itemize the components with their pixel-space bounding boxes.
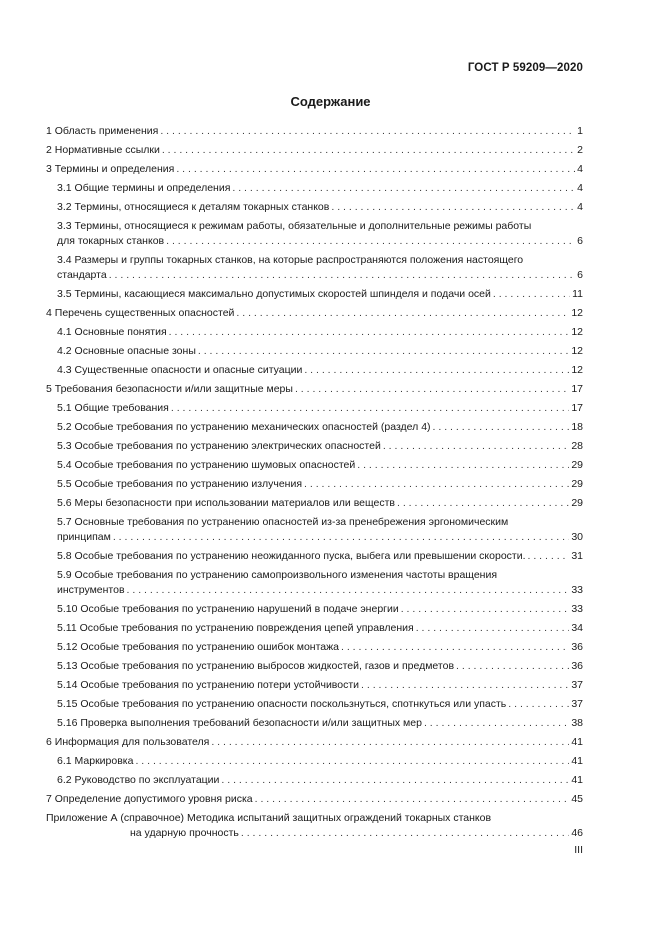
toc-entry-page: 41	[571, 755, 583, 767]
dot-leader	[169, 325, 570, 340]
toc-entry-page: 4	[577, 201, 583, 213]
toc-entry-page: 37	[571, 679, 583, 691]
dot-leader	[109, 268, 575, 283]
dot-leader	[528, 549, 570, 564]
toc-entry-title: Определение допустимого уровня риска	[54, 793, 253, 805]
toc-entry[interactable]	[57, 496, 583, 511]
toc-entry-title-line	[57, 219, 583, 234]
toc-entry-title: Методика испытаний защитных ограждений токарных станков	[186, 812, 492, 824]
toc-entry-title: Основные понятия	[74, 326, 167, 338]
dot-leader	[113, 530, 570, 545]
toc-entry-page: 36	[571, 641, 583, 653]
toc-entry-page: 2	[577, 144, 583, 156]
toc-entry[interactable]	[57, 754, 583, 769]
toc-entry[interactable]	[57, 200, 583, 215]
toc-entry-number: 5.16	[57, 717, 78, 729]
dot-leader	[456, 659, 569, 674]
toc-entry-number: 5.11	[57, 622, 77, 634]
toc-entry[interactable]	[57, 477, 583, 492]
toc-entry-page: 41	[571, 774, 583, 786]
toc-entry-number: 3	[46, 163, 52, 175]
dot-leader	[232, 181, 575, 196]
toc-entry-page: 30	[571, 531, 583, 543]
toc-entry-page: 45	[571, 793, 583, 805]
toc-entry[interactable]	[46, 306, 583, 321]
toc-entry-number: 5.13	[57, 660, 78, 672]
toc-entry[interactable]	[57, 602, 583, 617]
toc-entry-number: 2	[46, 144, 52, 156]
toc-entry-number: 5.14	[57, 679, 78, 691]
dot-leader	[236, 306, 569, 321]
toc-entry[interactable]	[46, 735, 583, 750]
dot-leader	[171, 401, 569, 416]
toc-entry[interactable]	[57, 181, 583, 196]
toc-entry-page: 33	[571, 584, 583, 596]
toc-entry-number: 6	[46, 736, 52, 748]
toc-entry[interactable]	[57, 253, 583, 283]
toc-entry[interactable]	[46, 143, 583, 158]
dot-leader	[508, 697, 569, 712]
toc-entry-number: 5.7	[57, 516, 72, 528]
toc-entry-page: 17	[571, 383, 583, 395]
dot-leader	[198, 344, 569, 359]
toc-entry-title: Термины, относящиеся к режимам работы, обязательные и дополнительные режимы работы	[74, 220, 532, 232]
toc-entry-number: 5.10	[57, 603, 78, 615]
toc-entry-title: Особые требования по устранению излучения	[74, 478, 303, 490]
toc-entry[interactable]	[57, 287, 583, 302]
toc-entry[interactable]	[46, 382, 583, 397]
toc-entry-title: Проверка выполнения требований безопасности и/или защитных мер	[80, 717, 422, 729]
toc-entry-number: 5.6	[57, 497, 72, 509]
toc-entry-number: 5.3	[57, 440, 72, 452]
dot-leader	[255, 792, 570, 807]
toc-entry-page: 12	[571, 307, 583, 319]
toc-entry-title-line	[46, 811, 583, 826]
toc-entry-page: 18	[571, 421, 583, 433]
toc-entry-number: 5.1	[57, 402, 72, 414]
toc-entry[interactable]	[57, 697, 583, 712]
dot-leader	[295, 382, 569, 397]
toc-entry[interactable]	[57, 401, 583, 416]
dot-leader	[221, 773, 569, 788]
toc-entry[interactable]	[57, 678, 583, 693]
toc-entry-number: 5.5	[57, 478, 72, 490]
document-code: ГОСТ Р 59209—2020	[467, 62, 583, 74]
toc-entry-title: стандарта	[57, 269, 107, 281]
toc-entry-title: на ударную прочность	[130, 827, 239, 839]
toc-entry-title: Термины и определения	[54, 163, 175, 175]
toc-entry-title: Требования безопасности и/или защитные меры	[54, 383, 293, 395]
toc-entry-title: Особые требования по устранению опасности поскользнуться, спотнкуться или упасть	[80, 698, 507, 710]
toc-entry-title: Нормативные ссылки	[54, 144, 160, 156]
toc-entry-page: 4	[577, 182, 583, 194]
toc-entry[interactable]	[57, 773, 583, 788]
toc-entry-title: Особые требования по устранению потери устойчивости	[80, 679, 360, 691]
toc-entry[interactable]	[57, 325, 583, 340]
toc-entry-number: 5.9	[57, 569, 72, 581]
dot-leader	[176, 162, 575, 177]
toc-entry[interactable]	[57, 439, 583, 454]
toc-entry-page: 31	[571, 550, 583, 562]
toc-entry-title: инструментов	[57, 584, 125, 596]
toc-entry-page: 6	[577, 235, 583, 247]
toc-entry-title-line	[57, 568, 583, 583]
toc-entry[interactable]	[57, 621, 583, 636]
toc-entry[interactable]	[57, 716, 583, 731]
dot-leader	[241, 826, 569, 841]
toc-entry-page: 11	[572, 288, 583, 300]
dot-leader	[331, 200, 575, 215]
toc-entry-page: 29	[571, 459, 583, 471]
toc-entry-number: 3.2	[57, 201, 72, 213]
toc-entry-title: Особые требования по устранению неожиданного пуска, выбега или превышении скорости.	[74, 550, 526, 562]
toc-entry-page: 29	[571, 497, 583, 509]
toc-entry-page: 1	[577, 125, 583, 137]
dot-leader	[397, 496, 569, 511]
toc-entry-number: 3.5	[57, 288, 72, 300]
toc-entry-title: Общие требования	[74, 402, 169, 414]
toc-entry-title: Особые требования по устранению электрических опасностей	[74, 440, 381, 452]
toc-entry-page: 4	[577, 163, 583, 175]
toc-entry-number: 7	[46, 793, 52, 805]
toc-entry-number: 4.1	[57, 326, 72, 338]
toc-entry-page: 17	[571, 402, 583, 414]
toc-entry-title: Термины, относящиеся к деталям токарных станков	[74, 201, 330, 213]
toc-entry[interactable]	[57, 640, 583, 655]
toc-entry[interactable]	[57, 363, 583, 378]
toc-entry-page: 12	[571, 326, 583, 338]
toc-entry[interactable]	[57, 219, 583, 249]
page-title: Содержание	[290, 94, 371, 109]
toc-entry-page: 37	[571, 698, 583, 710]
toc-entry-title-line	[57, 515, 583, 530]
page-number: III	[574, 844, 583, 856]
dot-leader	[160, 124, 575, 139]
toc-entry-page: 28	[571, 440, 583, 452]
dot-leader	[304, 363, 569, 378]
toc-entry-page: 12	[571, 364, 583, 376]
dot-leader	[162, 143, 575, 158]
toc-entry-number: 6.2	[57, 774, 72, 786]
toc-entry-title: Информация для пользователя	[54, 736, 210, 748]
toc-entry-title: Руководство по эксплуатации	[74, 774, 220, 786]
toc-entry-title: Область применения	[54, 125, 159, 137]
dot-leader	[401, 602, 570, 617]
toc-entry-page: 46	[571, 827, 583, 839]
toc-entry[interactable]	[57, 515, 583, 545]
toc-entry[interactable]	[57, 458, 583, 473]
toc-entry-title: Особые требования по устранению выбросов жидкостей, газов и предметов	[80, 660, 455, 672]
toc-entry[interactable]	[57, 420, 583, 435]
toc-entry[interactable]	[46, 792, 583, 807]
toc-entry-number: 5.2	[57, 421, 72, 433]
dot-leader	[383, 439, 569, 454]
toc-entry-number: 5.12	[57, 641, 78, 653]
dot-leader	[127, 583, 570, 598]
toc-entry-number: 6.1	[57, 755, 72, 767]
toc-entry-title: Меры безопасности при использовании материалов или веществ	[74, 497, 395, 509]
toc-entry-page: 6	[577, 269, 583, 281]
dot-leader	[341, 640, 569, 655]
toc-entry[interactable]	[46, 811, 583, 841]
toc-entry-page: 38	[571, 717, 583, 729]
toc-entry[interactable]	[46, 162, 583, 177]
dot-leader	[135, 754, 569, 769]
toc-entry-title: Особые требования по устранению шумовых опасностей	[74, 459, 356, 471]
dot-leader	[304, 477, 569, 492]
dot-leader	[493, 287, 570, 302]
toc-entry-page: 12	[571, 345, 583, 357]
toc-entry-title: Существенные опасности и опасные ситуации	[74, 364, 303, 376]
toc-entry-number: 4.2	[57, 345, 72, 357]
toc-entry-page: 36	[571, 660, 583, 672]
toc-entry[interactable]	[57, 344, 583, 359]
toc-entry-page: 41	[571, 736, 583, 748]
toc-entry-number: 5	[46, 383, 52, 395]
toc-entry[interactable]	[57, 659, 583, 674]
toc-entry-title: Общие термины и определения	[74, 182, 231, 194]
toc-entry[interactable]	[57, 568, 583, 598]
toc-entry-title: Перечень существенных опасностей	[54, 307, 235, 319]
toc-entry-title: для токарных станков	[57, 235, 165, 247]
toc-entry-page: 34	[571, 622, 583, 634]
dot-leader	[433, 420, 570, 435]
toc-entry[interactable]	[57, 549, 583, 564]
dot-leader	[424, 716, 569, 731]
toc-entry-title: Основные требования по устранению опасностей из-за пренебрежения эргономическим	[74, 516, 509, 528]
toc-entry-page: 29	[571, 478, 583, 490]
toc-entry-number: Приложение А (справочное)	[46, 812, 185, 824]
dot-leader	[416, 621, 570, 636]
toc-entry-number: 5.8	[57, 550, 72, 562]
toc-entry-title: Особые требования по устранению самопроизвольного изменения частоты вращения	[74, 569, 498, 581]
toc-entry-title: Термины, касающиеся максимально допустимых скоростей шпинделя и подачи осей	[74, 288, 491, 300]
toc-entry-title: Размеры и группы токарных станков, на которые распространяются положения настоящего	[74, 254, 524, 266]
toc-entry-number: 4	[46, 307, 52, 319]
toc-entry-number: 3.1	[57, 182, 72, 194]
toc-entry[interactable]	[46, 124, 583, 139]
toc-entry-number: 5.15	[57, 698, 78, 710]
toc-entry-title: Основные опасные зоны	[74, 345, 196, 357]
toc-entry-number: 5.4	[57, 459, 72, 471]
toc-entry-number: 3.3	[57, 220, 72, 232]
dot-leader	[166, 234, 575, 249]
dot-leader	[361, 678, 569, 693]
toc-entry-title: принципам	[57, 531, 111, 543]
toc-entry-title-line	[57, 253, 583, 268]
toc-entry-title: Особые требования по устранению нарушений в подаче энергии	[80, 603, 399, 615]
toc-entry-title: Особые требования по устранению механических опасностей (раздел 4)	[74, 421, 431, 433]
toc-entry-number: 4.3	[57, 364, 72, 376]
dot-leader	[211, 735, 569, 750]
toc-entry-page: 33	[571, 603, 583, 615]
toc-entry-title: Особые требования по устранению повреждения цепей управления	[79, 622, 414, 634]
toc-entry-number: 1	[46, 125, 52, 137]
toc-entry-number: 3.4	[57, 254, 72, 266]
dot-leader	[357, 458, 569, 473]
toc-entry-title: Маркировка	[74, 755, 134, 767]
toc-entry-title: Особые требования по устранению ошибок монтажа	[80, 641, 339, 653]
